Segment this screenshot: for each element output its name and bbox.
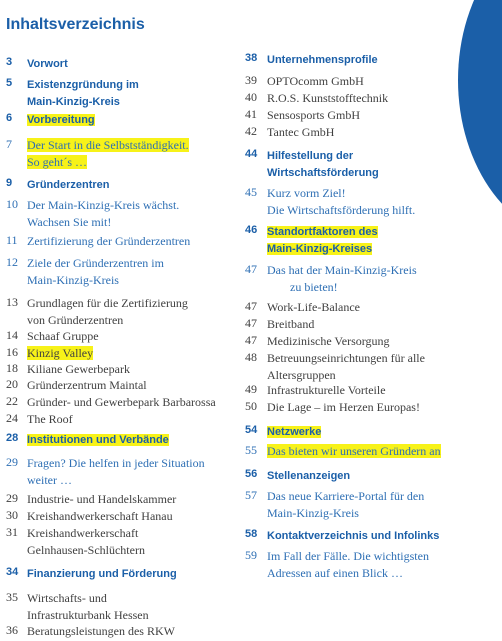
toc-entry-line: Der Main-Kinzig-Kreis wächst. [27, 198, 180, 212]
toc-page-number: 48 [245, 350, 257, 364]
toc-entry-line: Sensosports GmbH [267, 108, 361, 122]
toc-entry-text [267, 90, 388, 107]
toc-page-number: 3 [6, 56, 13, 68]
toc-entry-text [267, 124, 334, 141]
toc-entry-line: Gründer- und Gewerbepark Barbarossa [27, 395, 216, 409]
toc-page-number: 24 [6, 411, 18, 425]
toc-entry-text [27, 112, 95, 129]
toc-entry-text [267, 107, 360, 124]
toc-page-number: 57 [245, 488, 257, 502]
toc-page-number: 30 [6, 508, 18, 522]
toc-entry-line: Das hat der Main-Kinzig-Kreis [267, 263, 417, 277]
toc-page-number: 47 [245, 262, 257, 276]
toc-entry-text [267, 333, 390, 350]
toc-entry-text [267, 528, 439, 545]
toc-entry-line: Netzwerke [267, 426, 322, 438]
toc-entry-line: Fragen? Die helfen in jeder Situation [27, 456, 205, 470]
toc-entry-text [27, 197, 179, 231]
toc-page-number: 29 [6, 455, 18, 469]
toc-page-number: 28 [6, 432, 19, 444]
toc-entry-line: Infrastrukturelle Vorteile [267, 383, 386, 397]
toc-entry-line: Existenzgründung im [27, 79, 139, 91]
toc-entry-line: von Gründerzentren [27, 313, 124, 327]
toc-page-number: 47 [245, 333, 257, 347]
toc-entry-line: weiter … [27, 473, 72, 487]
toc-page-number: 38 [245, 52, 258, 64]
toc-entry-text [267, 316, 314, 333]
toc-entry-text [27, 295, 188, 329]
toc-entry-line: Industrie- und Handelskammer [27, 492, 177, 506]
toc-entry-text [27, 56, 68, 73]
toc-page-number: 47 [245, 299, 257, 313]
toc-page-number: 36 [6, 623, 18, 637]
toc-entry-line: So geht´s … [27, 155, 87, 169]
toc-entry-text [27, 566, 177, 583]
toc-entry-text [27, 411, 73, 428]
toc-page-number: 58 [245, 528, 258, 540]
toc-entry-text [267, 262, 417, 296]
toc-page-number: 20 [6, 377, 18, 391]
toc-page-number: 41 [245, 107, 257, 121]
toc-page-number: 50 [245, 399, 257, 413]
toc-page-number: 34 [6, 566, 19, 578]
toc-entry-line: Zertifizierung der Gründerzentren [27, 234, 191, 248]
toc-entry-line: Beratungsleistungen des RKW [27, 624, 175, 638]
toc-entry-line: Wachsen Sie mit! [27, 215, 112, 229]
toc-entry-text [27, 491, 176, 508]
toc-entry-text [267, 299, 360, 316]
toc-entry-line: Institutionen und Verbände [27, 434, 169, 446]
toc-entry-line: Altersgruppen [267, 368, 336, 382]
toc-page-number: 45 [245, 185, 257, 199]
toc-entry-line: Hilfestellung der [267, 150, 354, 162]
toc-entry-text [27, 377, 147, 394]
toc-entry-line: Kreishandwerkerschaft Hanau [27, 509, 173, 523]
toc-entry-line: Main-Kinzig-Kreis [27, 96, 120, 108]
toc-entry-line: Das neue Karriere-Portal für den [267, 489, 425, 503]
toc-entry-text [267, 224, 378, 258]
toc-entry-text [267, 399, 420, 416]
toc-entry-line: Kreishandwerkerschaft [27, 526, 139, 540]
toc-page-number: 42 [245, 124, 257, 138]
toc-entry-line: Main-Kinzig-Kreis [27, 273, 119, 287]
toc-page-number: 54 [245, 424, 258, 436]
toc-entry-line: OPTOcomm GmbH [267, 74, 364, 88]
toc-entry-text [27, 455, 205, 489]
toc-page-number: 44 [245, 148, 258, 160]
toc-entry-text [27, 623, 175, 640]
toc-entry-line: Kiliane Gewerbepark [27, 362, 130, 376]
toc-entry-text [267, 382, 386, 399]
toc-page-number: 31 [6, 525, 18, 539]
toc-page-number: 9 [6, 177, 13, 189]
toc-page-number: 46 [245, 224, 258, 236]
toc-entry-line: Vorwort [27, 58, 68, 70]
toc-entry-line: Kinzig Valley [27, 346, 94, 360]
toc-entry-text [27, 77, 139, 111]
toc-page-number: 12 [6, 255, 18, 269]
toc-entry-line: Finanzierung und Förderung [27, 568, 177, 580]
toc-entry-text [27, 255, 164, 289]
toc-entry-line: Gelnhausen-Schlüchtern [27, 543, 145, 557]
toc-page-number: 14 [6, 328, 18, 342]
toc-entry-line: Ziele der Gründerzentren im [27, 256, 164, 270]
toc-entry-line: Unternehmensprofile [267, 54, 378, 66]
toc-page-number: 49 [245, 382, 257, 396]
toc-entry-line: Kurz vorm Ziel! [267, 186, 346, 200]
toc-entry-text [27, 394, 216, 411]
toc-entry-text [267, 73, 364, 90]
toc-entry-text [27, 508, 173, 525]
toc-entry-text [267, 350, 425, 384]
toc-entry-text [27, 590, 149, 624]
toc-page-number: 35 [6, 590, 18, 604]
toc-entry-line: Kontaktverzeichnis und Infolinks [267, 530, 440, 542]
toc-entry-text [267, 488, 424, 522]
toc-entry-line: Breitband [267, 317, 315, 331]
toc-entry-text [267, 468, 350, 485]
toc-page-number: 59 [245, 548, 257, 562]
toc-page-number: 6 [6, 112, 13, 124]
toc-page-number: 47 [245, 316, 257, 330]
toc-entry-text [267, 443, 441, 460]
toc-entry-text [267, 424, 321, 441]
toc-page-number: 18 [6, 361, 18, 375]
toc-page-number: 29 [6, 491, 18, 505]
toc-entry-line: Medizinische Versorgung [267, 334, 390, 348]
toc-entry-text [27, 177, 110, 194]
toc-entry-line: R.O.S. Kunststofftechnik [267, 91, 389, 105]
toc-entry-text [27, 328, 99, 345]
toc-page-number: 56 [245, 468, 258, 480]
toc-entry-line: Gründerzentrum Maintal [27, 378, 147, 392]
toc-page-number: 39 [245, 73, 257, 87]
toc-entry-text [27, 432, 169, 449]
toc-entry-line: Wirtschafts- und [27, 591, 107, 605]
toc-page-number: 55 [245, 443, 257, 457]
toc-entry-line: Vorbereitung [27, 114, 95, 126]
toc-entry-line: Tantec GmbH [267, 125, 335, 139]
toc-entry-line: Das bieten wir unseren Gründern an [267, 444, 441, 458]
toc-page-number: 22 [6, 394, 18, 408]
toc-entry-line: Die Lage – im Herzen Europas! [267, 400, 420, 414]
toc-entry-line: Im Fall der Fälle. Die wichtigsten [267, 549, 429, 563]
toc-entry-line: Stellenanzeigen [267, 470, 351, 482]
toc-entry-line: Infrastrukturbank Hessen [27, 608, 149, 622]
toc-entry-line: Standortfaktoren des [267, 226, 378, 238]
toc-page-number: 7 [6, 137, 12, 151]
toc-page-number: 10 [6, 197, 18, 211]
toc-entry-line: Betreuungseinrichtungen für alle [267, 351, 425, 365]
toc-entry-line: Wirtschaftsförderung [267, 167, 379, 179]
toc-page-number: 16 [6, 345, 18, 359]
toc-entry-text [27, 345, 93, 362]
decorative-blue-circle [458, 0, 502, 240]
toc-entry-line: Grundlagen für die Zertifizierung [27, 296, 188, 310]
toc-entry-line: Adressen auf einen Blick … [267, 566, 403, 580]
toc-entry-line: zu bieten! [290, 280, 338, 294]
toc-entry-text [27, 361, 130, 378]
toc-page-number: 11 [6, 233, 18, 247]
toc-page-number: 13 [6, 295, 18, 309]
toc-page-number: 5 [6, 77, 13, 89]
toc-entry-line: Schaaf Gruppe [27, 329, 99, 343]
toc-entry-line: Gründerzentren [27, 179, 110, 191]
toc-entry-text [27, 233, 190, 250]
toc-entry-line: Work-Life-Balance [267, 300, 360, 314]
page-title: Inhaltsverzeichnis [6, 16, 145, 33]
toc-entry-text [267, 52, 378, 69]
toc-entry-text [267, 548, 429, 582]
toc-entry-text [27, 525, 145, 559]
toc-entry-line: Der Start in die Selbstständigkeit. [27, 138, 189, 152]
toc-entry-line: Die Wirtschaftsförderung hilft. [267, 203, 416, 217]
toc-page-number: 40 [245, 90, 257, 104]
toc-entry-line: Main-Kinzig-Kreis [267, 506, 359, 520]
toc-entry-text [267, 148, 379, 182]
toc-entry-text [27, 137, 189, 171]
toc-entry-line: Main-Kinzig-Kreises [267, 243, 373, 255]
toc-entry-text [267, 185, 415, 219]
toc-entry-line: The Roof [27, 412, 73, 426]
